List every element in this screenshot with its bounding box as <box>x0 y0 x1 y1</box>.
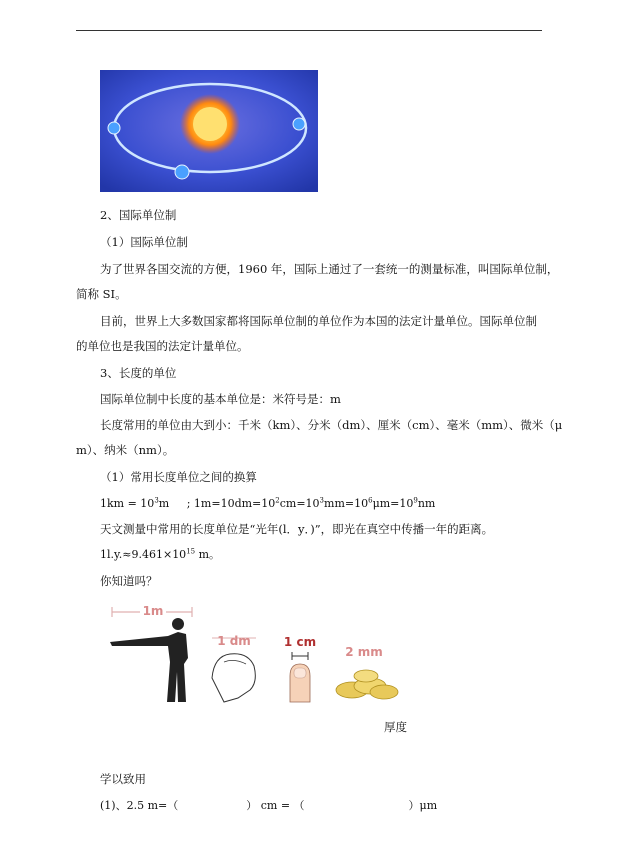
paragraph-si-line1: 为了世界各国交流的方便，1960 年，国际上通过了一套统一的测量标准，叫国际单位制， <box>100 262 559 276</box>
question-1: (1)、2.5 m=（ ） cm = （ ）μm <box>100 799 438 812</box>
coins-icon <box>336 670 398 699</box>
sun-orbit-illustration <box>100 70 318 192</box>
section-3-subheading: （1）常用长度单位之间的换算 <box>100 470 257 484</box>
label-2mm: 2 mm <box>345 645 383 659</box>
planet-icon <box>293 118 305 130</box>
label-1cm: 1 cm <box>283 635 317 649</box>
label-1m: 1m <box>142 604 164 618</box>
paragraph-units-line1: 长度常用的单位由大到小：千米（km）、分米（dm）、厘米（cm）、毫米（mm）、微米（μ <box>100 418 563 432</box>
paragraph-legal-line2: 的单位也是我国的法定计量单位。 <box>76 339 249 353</box>
did-you-know: 你知道吗？ <box>100 574 158 588</box>
hand-icon <box>212 654 255 702</box>
thickness-label: 厚度 <box>384 720 407 734</box>
practice-heading: 学以致用 <box>100 772 146 786</box>
light-year-value: $1l.y.\approx 9.461\times 10^{15}$ m。 <box>100 547 221 561</box>
conversion-km: $1km = 10^3m$ <box>100 496 170 510</box>
planet-icon <box>175 165 189 179</box>
person-silhouette-icon <box>110 618 188 702</box>
header-rule <box>76 30 542 31</box>
paragraph-base-unit: 国际单位制中长度的基本单位是：米符号是：m <box>100 392 341 406</box>
planet-icon <box>108 122 120 134</box>
paragraph-light-year: 天文测量中常用的长度单位是“光年(l．y．)”，即光在真空中传播一年的距离。 <box>100 522 494 536</box>
paragraph-units-line2: m）、纳米（nm）。 <box>76 443 175 457</box>
section-3-heading: 3、长度的单位 <box>100 366 177 380</box>
conversion-formula: $1km = 10^3m$ ; $1m=10dm=10^2cm=10^3mm=10^6\mu m=10^9nm$ <box>100 496 436 510</box>
paragraph-legal-line1: 目前，世界上大多数国家都将国际单位制的单位作为本国的法定计量单位。国际单位制 <box>100 314 537 328</box>
section-2-subheading: （1）国际单位制 <box>100 235 188 249</box>
section-2-heading: 2、国际单位制 <box>100 208 177 222</box>
label-1dm: 1 dm <box>217 634 251 648</box>
length-units-illustration <box>108 598 418 708</box>
conversion-m: $1m=10dm=10^2cm=10^3mm=10^6\mu m=10^9nm$ <box>193 496 436 510</box>
paragraph-si-line2: 简称 SI。 <box>76 287 127 301</box>
